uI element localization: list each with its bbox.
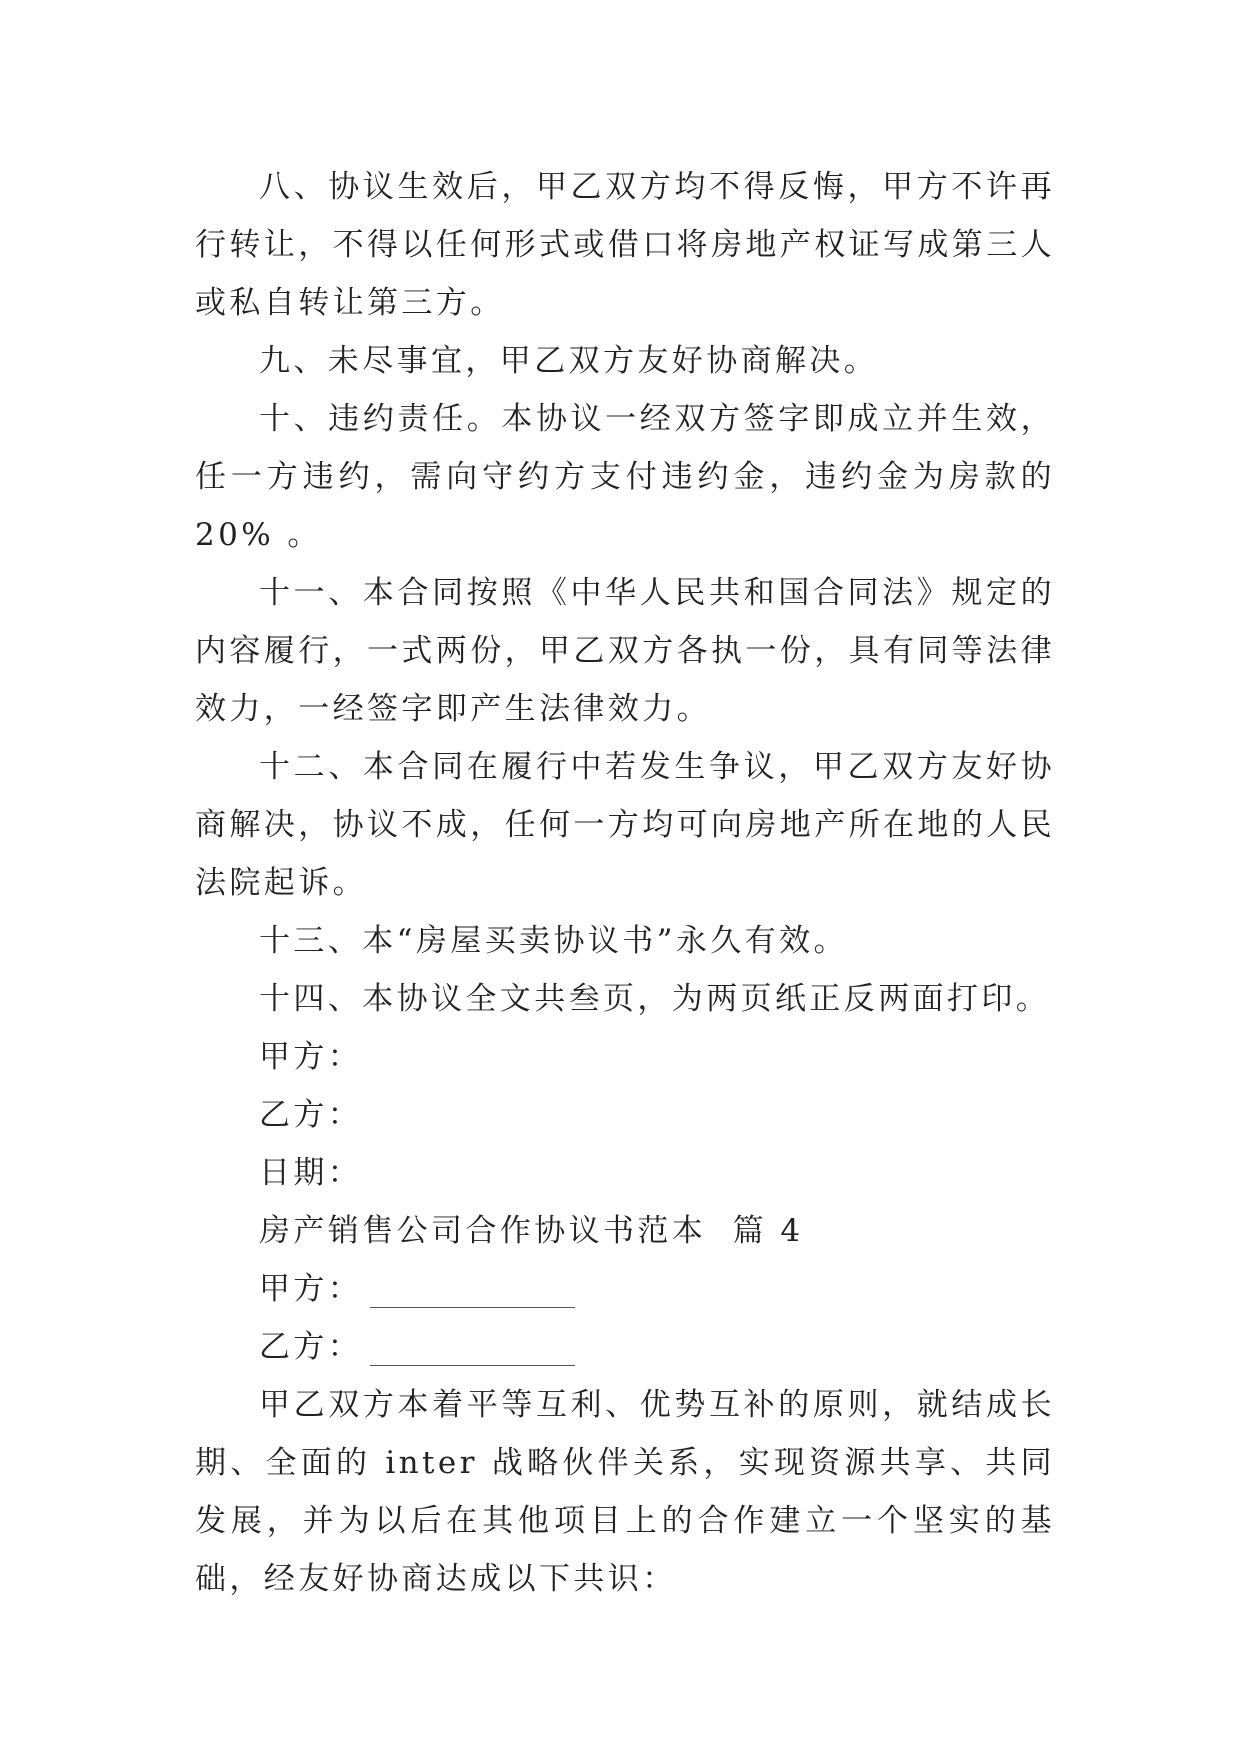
clause-8: 八、协议生效后，甲乙双方均不得反悔，甲方不许再行转让，不得以任何形式或借口将房地产权证写成第三人或私自转让第三方。	[195, 169, 1055, 321]
party-a-blank-line	[370, 1267, 575, 1308]
section-title: 房产销售公司合作协议书范本 篇 4	[259, 1213, 804, 1249]
signature-party-a: 甲方：	[259, 1039, 363, 1075]
clause-9: 九、未尽事宜，甲乙双方友好协商解决。	[259, 343, 879, 379]
signature-date: 日期：	[259, 1155, 363, 1191]
party-b-label: 乙方：	[259, 1329, 363, 1365]
clause-12: 十二、本合同在履行中若发生争议，甲乙双方友好协商解决，协议不成，任何一方均可向房地产所在地的人民法院起诉。	[195, 749, 1055, 901]
party-a-row	[195, 1260, 1055, 1318]
document-body	[195, 158, 1055, 1608]
intro-paragraph: 甲乙双方本着平等互利、优势互补的原则，就结成长期、全面的 inter 战略伙伴关系，实现资源共享、共同发展，并为以后在其他项目上的合作建立一个坚实的基础，经友好协商达成以下共识：	[195, 1387, 1055, 1597]
clause-11: 十一、本合同按照《中华人民共和国合同法》规定的内容履行，一式两份，甲乙双方各执一份，具有同等法律效力，一经签字即产生法律效力。	[195, 575, 1055, 727]
party-a-label: 甲方：	[259, 1271, 363, 1307]
party-b-row	[195, 1318, 1055, 1376]
clause-13: 十三、本“房屋买卖协议书”永久有效。	[259, 923, 848, 959]
clause-10: 十、违约责任。本协议一经双方签字即成立并生效，任一方违约，需向守约方支付违约金，违约金为房款的 20% 。	[195, 401, 1055, 553]
party-b-blank-line	[370, 1325, 575, 1366]
signature-party-b: 乙方：	[259, 1097, 363, 1133]
clause-14: 十四、本协议全文共叁页，为两页纸正反两面打印。	[259, 981, 1051, 1017]
